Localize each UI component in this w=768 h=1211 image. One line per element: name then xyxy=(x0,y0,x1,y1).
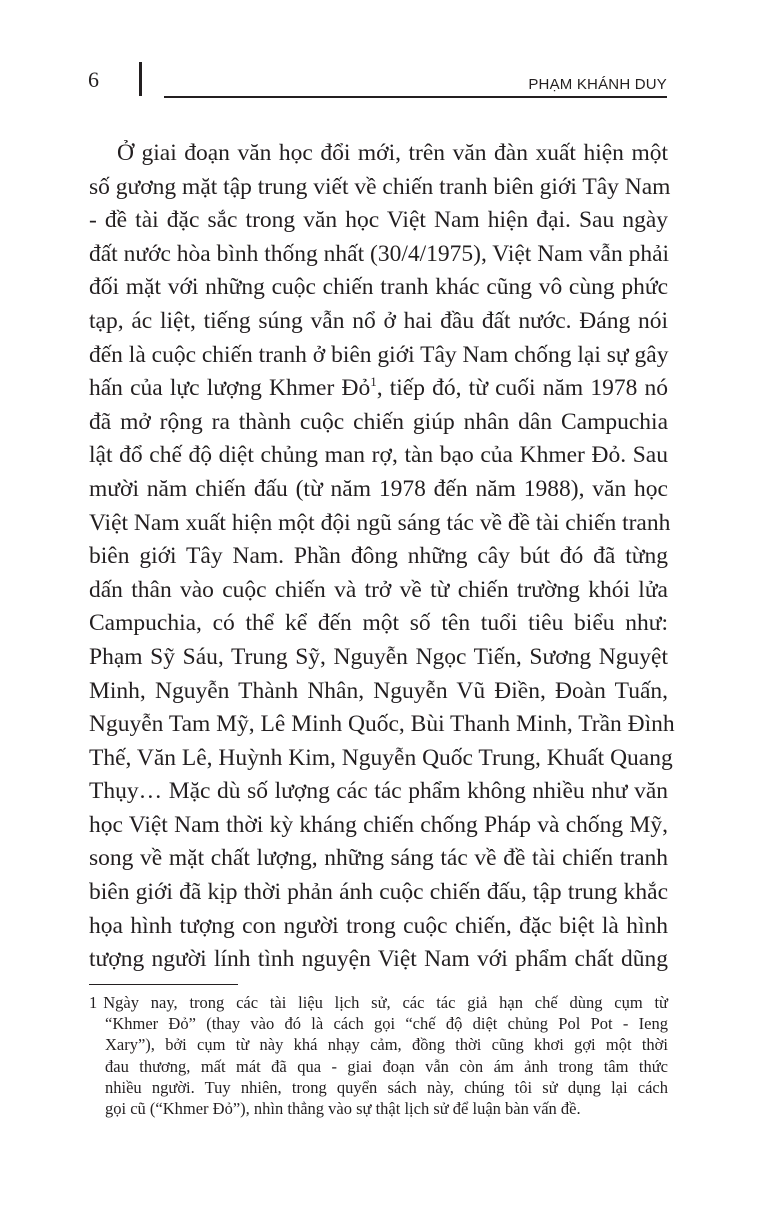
body-line: đất nước hòa bình thống nhất (30/4/1975), Việt Nam vẫn phải xyxy=(89,240,670,267)
footnote-line: đau thương, mất mát đã qua - giai đoạn vẫn còn ám ảnh trong tâm thức xyxy=(105,1056,668,1076)
body-line: - đề tài đặc sắc trong văn học Việt Nam hiện đại. Sau ngày xyxy=(89,207,668,234)
body-line: dấn thân vào cuộc chiến và trở về từ chiến trường khói lửa xyxy=(89,576,668,603)
body-line-with-footnote xyxy=(89,372,668,406)
body-line: Phạm Sỹ Sáu, Trung Sỹ, Nguyễn Ngọc Tiến, Sương Nguyệt xyxy=(89,643,668,670)
footnote-line xyxy=(89,992,668,1013)
body-line: học Việt Nam thời kỳ kháng chiến chống Pháp và chống Mỹ, xyxy=(89,811,668,838)
footnote-line: “Khmer Đỏ” (thay vào đó là cách gọi “chế độ diệt chủng Pol Pot - Ieng xyxy=(105,1014,668,1034)
body-line: Thế, Văn Lê, Huỳnh Kim, Nguyễn Quốc Trung, Khuất Quang xyxy=(89,744,673,771)
body-line: Việt Nam xuất hiện một đội ngũ sáng tác về đề tài chiến tranh xyxy=(89,509,671,536)
body-line: đã mở rộng ra thành cuộc chiến giúp nhân dân Campuchia xyxy=(89,408,668,435)
body-line: Nguyễn Tam Mỹ, Lê Minh Quốc, Bùi Thanh Minh, Trần Đình xyxy=(89,711,675,738)
body-line: Campuchia, có thể kể đến một số tên tuổi tiêu biểu như: xyxy=(89,610,668,637)
body-line: tượng người lính tình nguyện Việt Nam với phẩm chất dũng xyxy=(89,946,668,973)
footnote-rule xyxy=(89,984,238,985)
body-line-part: hấn của lực lượng Khmer Đỏ xyxy=(89,375,371,402)
body-line: tạp, ác liệt, tiếng súng vẫn nổ ở hai đầu đất nước. Đáng nói xyxy=(89,307,668,334)
body-line-part: , tiếp đó, từ cuối năm 1978 nó xyxy=(376,375,668,402)
footnote-reference[interactable]: 1 xyxy=(370,374,377,390)
footnote xyxy=(89,992,668,1119)
body-line: mười năm chiến đấu (từ năm 1978 đến năm 1988), văn học xyxy=(89,475,668,502)
header-rule xyxy=(164,96,667,98)
body-line: song về mặt chất lượng, những sáng tác về đề tài chiến tranh xyxy=(89,845,668,872)
body-line: lật đổ chế độ diệt chủng man rợ, tàn bạo của Khmer Đỏ. Sau xyxy=(89,442,668,469)
body-line: đối mặt với những cuộc chiến tranh khác cũng vô cùng phức xyxy=(89,274,668,301)
footnote-line: gọi cũ (“Khmer Đỏ”), nhìn thẳng vào sự thật lịch sử để luận bàn vấn đề. xyxy=(105,1098,581,1118)
footnote-line: nhiều người. Tuy nhiên, trong quyển sách này, chúng tôi sử dụng lại cách xyxy=(105,1077,668,1097)
footnote-line: Xary”), bởi cụm từ này khá nhạy cảm, đồng thời cũng khơi gợi một thời xyxy=(105,1035,668,1055)
header-vertical-bar xyxy=(139,62,142,96)
body-paragraph xyxy=(89,137,675,1010)
body-line: biên giới Tây Nam. Phần đông những cây bút đó đã từng xyxy=(89,543,668,570)
footnote-marker: 1 xyxy=(89,993,98,1012)
body-line: Thụy… Mặc dù số lượng các tác phẩm không nhiều như văn xyxy=(89,778,668,805)
page-number: 6 xyxy=(88,67,99,92)
running-head: PHẠM KHÁNH DUY xyxy=(528,76,667,93)
footnote-line-text: Ngày nay, trong các tài liệu lịch sử, các tác giả hạn chế dùng cụm từ xyxy=(103,993,668,1012)
body-line: Ở giai đoạn văn học đổi mới, trên văn đàn xuất hiện một xyxy=(117,140,668,166)
body-line: họa hình tượng con người trong cuộc chiến, đặc biệt là hình xyxy=(89,912,668,939)
body-line: đến là cuộc chiến tranh ở biên giới Tây Nam chống lại sự gây xyxy=(89,341,669,368)
body-line: Minh, Nguyễn Thành Nhân, Nguyễn Vũ Điền, Đoàn Tuấn, xyxy=(89,677,668,704)
body-line: biên giới đã kịp thời phản ánh cuộc chiến đấu, tập trung khắc xyxy=(89,879,668,906)
body-line: số gương mặt tập trung viết về chiến tranh biên giới Tây Nam xyxy=(89,173,671,200)
